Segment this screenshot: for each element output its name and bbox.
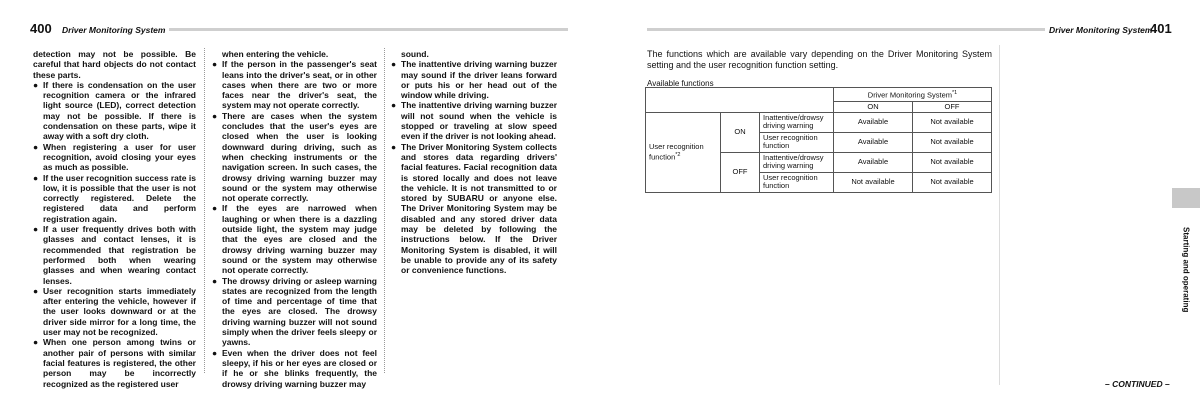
list-item bbox=[212, 276, 377, 348]
function-cell: User recognition function bbox=[760, 132, 834, 152]
continued-label: – CONTINUED – bbox=[1105, 379, 1170, 389]
section-tab-text: Starting and operating bbox=[1181, 227, 1191, 313]
section-tab-marker bbox=[1172, 188, 1200, 208]
value-cell: Available bbox=[834, 132, 913, 152]
column-3-lead: sound. bbox=[401, 49, 429, 59]
right-margin-rule bbox=[999, 45, 1000, 385]
text-column-1 bbox=[33, 49, 196, 389]
bullet-icon: ● bbox=[212, 203, 218, 214]
bullet-icon: ● bbox=[33, 79, 39, 90]
list-item-text: User recognition starts immediately after entering the vehicle, however if the user looks downward or at the driver side mirror for a long time, the user may not be recognized. bbox=[43, 285, 196, 338]
list-item bbox=[212, 59, 377, 110]
bullet-icon: ● bbox=[391, 141, 397, 152]
dms-footnote: *1 bbox=[952, 90, 958, 96]
list-item-text: The drowsy driving or asleep warning states are recognized from the length of time and percentage of time that the eyes are closed. The drowsy driving warning buzzer will not sound simply when the driver feels sleepy or yawns. bbox=[222, 275, 377, 348]
value-cell: Not available bbox=[913, 112, 992, 132]
list-item bbox=[33, 80, 196, 142]
function-cell: Inattentive/drowsy driving warning bbox=[760, 112, 834, 132]
bullet-icon: ● bbox=[33, 172, 39, 183]
list-item-text: When one person among twins or another pair of persons with similar facial features is registered, the other person may be incorrectly recognized as the registered user bbox=[43, 337, 196, 389]
list-item bbox=[391, 100, 557, 141]
value-cell: Not available bbox=[913, 132, 992, 152]
bullet-icon: ● bbox=[33, 337, 39, 348]
function-cell: User recognition function bbox=[760, 172, 834, 192]
function-cell: Inattentive/drowsy driving warning bbox=[760, 152, 834, 172]
table-caption: Available functions bbox=[647, 79, 714, 88]
table-row bbox=[646, 112, 992, 132]
list-item-text: There are cases when the system concludes that the user's eyes are closed when the user is looking downward during driving, such as when checking instruments or the navigation screen. In such cases, the drowsy driving warning buzzer may sound or the system may otherwise not operate correctly. bbox=[222, 110, 377, 204]
empty-header-cell bbox=[646, 88, 834, 113]
intro-paragraph: The functions which are available vary depending on the Driver Monitoring System setting and the user recognition function setting. bbox=[647, 49, 992, 70]
list-item bbox=[33, 337, 196, 388]
list-item bbox=[212, 348, 377, 389]
list-item bbox=[212, 111, 377, 204]
list-item-text: If the person in the passenger's seat leans into the driver's seat, or in other cases when there are two or more faces near the driver's seat, the system may not operate correctly. bbox=[222, 59, 377, 111]
right-page-number: 401 bbox=[1150, 21, 1172, 36]
state-cell: OFF bbox=[721, 152, 760, 192]
col-off-header: OFF bbox=[913, 101, 992, 112]
text-column-3 bbox=[391, 49, 557, 276]
column-divider bbox=[204, 48, 205, 373]
bullet-icon: ● bbox=[33, 224, 39, 235]
row-group-label bbox=[646, 112, 721, 192]
list-item-text: When registering a user for user recognition, avoid closing your eyes as much as possible. bbox=[43, 141, 196, 173]
list-item bbox=[33, 286, 196, 337]
list-item-text: The Driver Monitoring System collects and stores data regarding drivers' facial features. Facial recognition data is stored locally and does not leave the vehicle. It is not transmitted to or stored by SUBARU or anyone else. The Driver Monitoring System may be disabled and any stored driver data may be deleted by following the instructions below. If the Driver Monitoring System is disabled, it will be unable to provide any of its safety or convenience functions. bbox=[401, 141, 557, 276]
column-divider bbox=[384, 48, 385, 373]
list-item-text: The inattentive driving warning buzzer will not sound when the vehicle is stopped or traveling at slow speed even if the driver is not looking ahead. bbox=[401, 100, 557, 142]
bullet-icon: ● bbox=[212, 275, 218, 286]
text-column-2 bbox=[212, 49, 377, 389]
list-item bbox=[391, 59, 557, 100]
row-group-footnote: *2 bbox=[675, 151, 681, 158]
col-on-header: ON bbox=[834, 101, 913, 112]
dms-header-text: Driver Monitoring System bbox=[867, 90, 952, 100]
list-item bbox=[33, 173, 196, 224]
value-cell: Not available bbox=[834, 172, 913, 192]
list-item-text: If there is condensation on the user recognition camera or the infrared light source (LED), correct detection may not be possible. If there is condensation on these parts, wipe it away with a soft dry cloth. bbox=[43, 79, 196, 142]
value-cell: Not available bbox=[913, 152, 992, 172]
list-item-text: The inattentive driving warning buzzer may sound if the driver leans forward or puts his or her head out of the window while driving. bbox=[401, 59, 557, 101]
dms-header bbox=[834, 88, 992, 102]
list-item-text: If a user frequently drives both with glasses and contact lenses, it is recommended that registration be performed both when wearing glasses and when wearing contact lenses. bbox=[43, 224, 196, 286]
list-item bbox=[212, 203, 377, 275]
bullet-icon: ● bbox=[212, 110, 218, 121]
column-1-lead: detection may not be possible. Be careful that hard objects do not contact these parts. bbox=[33, 49, 196, 80]
value-cell: Not available bbox=[913, 172, 992, 192]
bullet-icon: ● bbox=[33, 285, 39, 296]
right-header-title: Driver Monitoring System bbox=[1045, 25, 1152, 35]
list-item bbox=[33, 142, 196, 173]
bullet-icon: ● bbox=[391, 59, 397, 70]
value-cell: Available bbox=[834, 152, 913, 172]
state-cell: ON bbox=[721, 112, 760, 152]
bullet-icon: ● bbox=[212, 347, 218, 358]
list-item-text: If the eyes are narrowed when laughing or when there is a dazzling outside light, the system may judge that the eyes are closed and the drowsy driving warning buzzer may sound or the system may otherwise not operate correctly. bbox=[222, 203, 377, 276]
value-cell: Available bbox=[834, 112, 913, 132]
bullet-icon: ● bbox=[212, 59, 218, 70]
available-functions-table bbox=[645, 87, 992, 193]
bullet-icon: ● bbox=[33, 141, 39, 152]
column-2-lead: when entering the vehicle. bbox=[222, 49, 329, 59]
table-header-row bbox=[646, 88, 992, 102]
section-tab-label bbox=[1172, 210, 1200, 330]
bullet-icon: ● bbox=[391, 100, 397, 111]
left-header-title: Driver Monitoring System bbox=[62, 25, 169, 35]
left-page-number: 400 bbox=[30, 21, 52, 36]
list-item-text: If the user recognition success rate is low, it is possible that the user is not correctly registered. Delete the registered data and perform registration again. bbox=[43, 172, 196, 224]
list-item-text: Even when the driver does not feel sleepy, if his or her eyes are closed or if he or she blinks frequently, the drowsy driving warning buzzer may bbox=[222, 347, 377, 389]
list-item bbox=[33, 224, 196, 286]
row-group-label-text: User recognition function bbox=[649, 141, 704, 162]
list-item bbox=[391, 142, 557, 276]
